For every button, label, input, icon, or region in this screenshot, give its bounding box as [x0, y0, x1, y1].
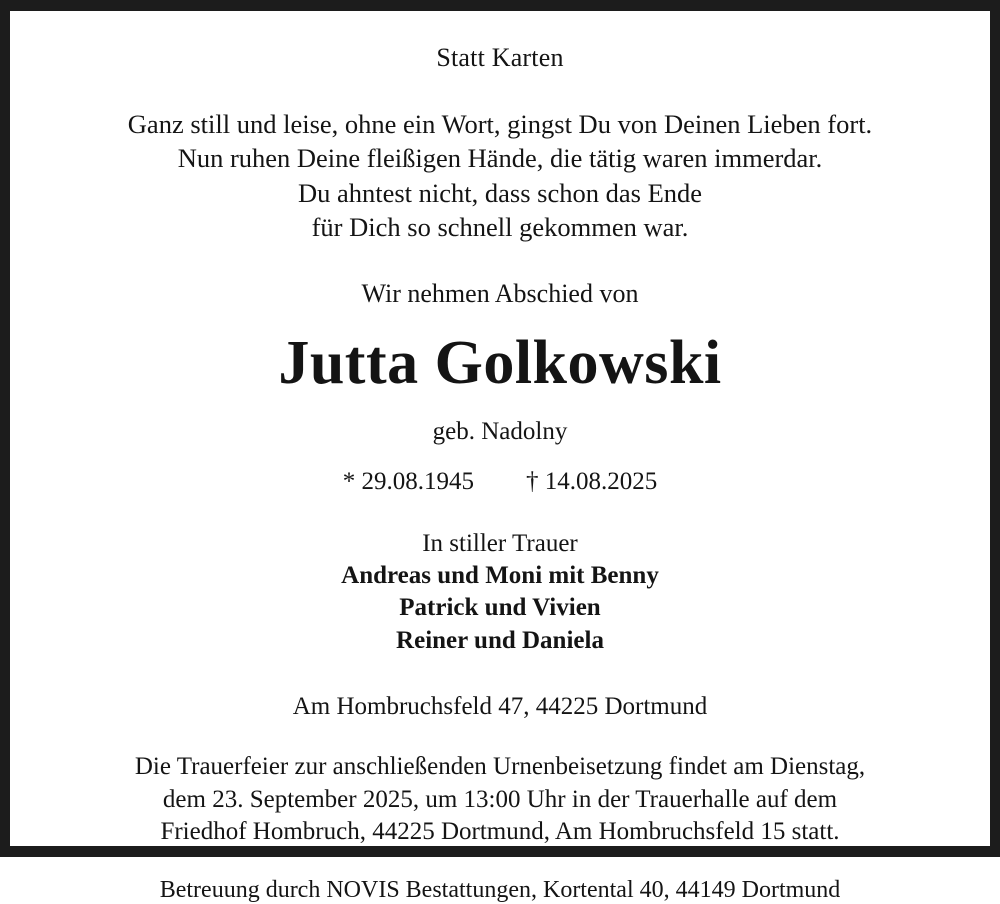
birth-date: * 29.08.1945 — [342, 467, 474, 495]
mourning-intro: In stiller Trauer — [422, 529, 578, 557]
statt-karten-text: Statt Karten — [436, 43, 564, 72]
family-address: Am Hombruchsfeld 47, 44225 Dortmund — [292, 693, 708, 721]
family-line-1: Andreas und Moni mit Benny — [341, 561, 659, 589]
poem-line-2: Nun ruhen Deine fleißigen Hände, die tätig waren immerdar. — [177, 143, 823, 174]
ceremony-line-2: dem 23. September 2025, um 13:00 Uhr in der Trauerhalle auf dem — [162, 785, 838, 813]
notice-content — [40, 43, 960, 904]
funeral-provider: Betreuung durch NOVIS Bestattungen, Kortental 40, 44149 Dortmund — [159, 876, 841, 903]
poem-line-4: für Dich so schnell gekommen war. — [311, 212, 689, 243]
poem-line-3: Du ahntest nicht, dass schon das Ende — [297, 177, 703, 208]
poem-block — [40, 107, 960, 245]
death-date: † 14.08.2025 — [526, 467, 658, 495]
poem-line-1: Ganz still und leise, ohne ein Wort, gingst Du von Deinen Lieben fort. — [127, 109, 873, 139]
family-list — [40, 560, 960, 658]
family-line-3: Reiner und Daniela — [396, 626, 604, 654]
farewell-text: Wir nehmen Abschied von — [361, 278, 639, 308]
ceremony-line-1: Die Trauerfeier zur anschließenden Urnenbeisetzung findet am Dienstag, — [134, 753, 866, 781]
ceremony-details — [40, 751, 960, 849]
maiden-name: geb. Nadolny — [432, 417, 568, 445]
family-line-2: Patrick und Vivien — [399, 594, 601, 622]
deceased-name: Jutta Golkowski — [278, 328, 722, 397]
ceremony-line-3: Friedhof Hombruch, 44225 Dortmund, Am Hombruchsfeld 15 statt. — [160, 818, 840, 846]
life-dates — [40, 468, 960, 496]
